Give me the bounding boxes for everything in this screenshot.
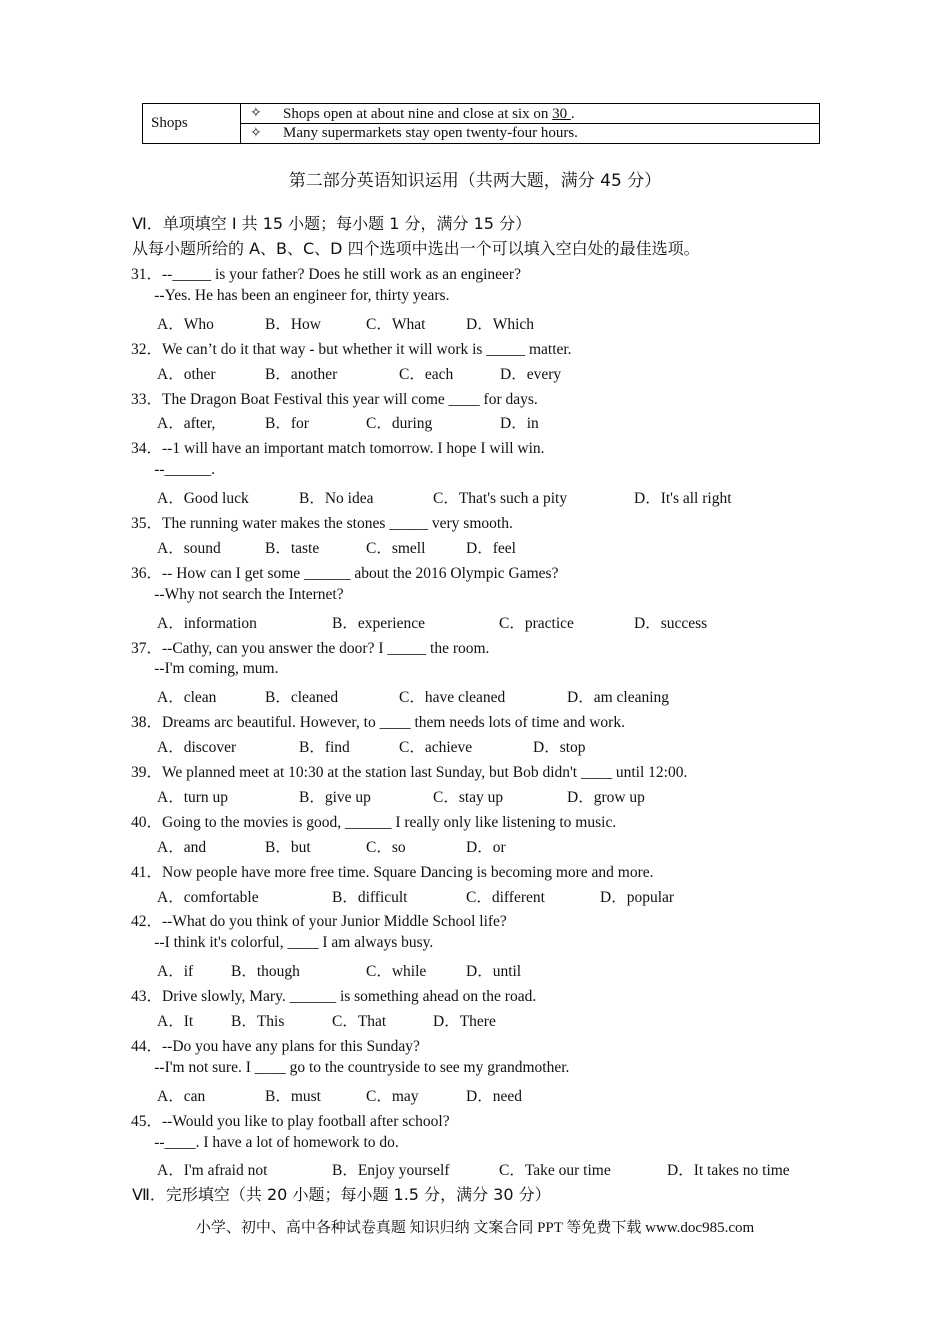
answer-option: C．each bbox=[399, 365, 454, 383]
question-stem: 39．We planned meet at 10:30 at the station last Sunday, but Bob didn't ____ until 12:00. bbox=[131, 764, 688, 781]
question-stem: 44．--Do you have any plans for this Sunday? bbox=[131, 1037, 420, 1055]
answer-option: B．but bbox=[265, 838, 311, 856]
answer-option: B．give up bbox=[299, 788, 371, 806]
answer-option: A．can bbox=[157, 1087, 206, 1105]
answer-option: B．find bbox=[299, 739, 350, 757]
answer-option: C．may bbox=[366, 1087, 419, 1105]
answer-option: B．difficult bbox=[332, 888, 408, 906]
dialogue-line: --Why not search the Internet? bbox=[131, 585, 344, 603]
answer-option: D．Which bbox=[466, 315, 535, 333]
answer-option: D．There bbox=[433, 1013, 496, 1030]
dialogue-line: --______. bbox=[131, 461, 215, 479]
answer-option: D．or bbox=[466, 838, 506, 856]
dialogue-line: --Yes. He has been an engineer for, thirty years. bbox=[131, 286, 450, 304]
answer-option: A．discover bbox=[157, 739, 237, 757]
answer-option: D．am cleaning bbox=[567, 689, 670, 707]
answer-option: A．I'm afraid not bbox=[157, 1162, 268, 1180]
answer-option: D．need bbox=[466, 1087, 522, 1105]
diamond-bullet-icon: ✧ bbox=[250, 126, 262, 141]
answer-option: D．every bbox=[500, 365, 562, 383]
answer-option: A．turn up bbox=[157, 788, 229, 806]
answer-option: C．during bbox=[366, 415, 433, 433]
table-row-text bbox=[283, 104, 575, 124]
answer-option: B．experience bbox=[332, 614, 425, 632]
table-category-cell: Shops bbox=[143, 104, 241, 143]
answer-option: A．It bbox=[157, 1013, 194, 1030]
question-stem: 34．--1 will have an important match tomorrow. I hope I will win. bbox=[131, 440, 545, 458]
answer-option: A．information bbox=[157, 614, 257, 632]
answer-option: A．Who bbox=[157, 315, 214, 333]
answer-option: D．popular bbox=[600, 888, 675, 906]
answer-option: A．Good luck bbox=[157, 490, 249, 508]
dialogue-line: --I think it's colorful, ____ I am always busy. bbox=[131, 934, 434, 952]
row-text-end: . bbox=[570, 106, 575, 122]
answer-option: C．Take our time bbox=[499, 1162, 611, 1180]
question-stem: 35．The running water makes the stones _____ very smooth. bbox=[131, 515, 513, 532]
answer-option: C．achieve bbox=[399, 739, 473, 757]
dialogue-line: --I'm not sure. I ____ go to the countryside to see my grandmother. bbox=[131, 1058, 570, 1076]
answer-option: B．for bbox=[265, 415, 309, 433]
shops-table bbox=[142, 103, 820, 144]
question-stem: 33．The Dragon Boat Festival this year will come ____ for days. bbox=[131, 390, 538, 408]
table-row-text: Many supermarkets stay open twenty-four hours. bbox=[283, 125, 578, 141]
question-stem: 37．--Cathy, can you answer the door? I _____ the room. bbox=[131, 639, 490, 657]
dialogue-line: --____. I have a lot of homework to do. bbox=[131, 1133, 399, 1151]
answer-option: B．cleaned bbox=[265, 689, 339, 707]
answer-option: C．so bbox=[366, 838, 406, 856]
answer-blank-30: 30 bbox=[552, 106, 571, 122]
question-stem: 40．Going to the movies is good, ______ I really only like listening to music. bbox=[131, 813, 617, 831]
answer-option: C．That bbox=[332, 1013, 387, 1030]
dialogue-line: --I'm coming, mum. bbox=[131, 660, 279, 678]
part-title: 第二部分英语知识运用（共两大题，满分 45 分） bbox=[288, 171, 662, 191]
answer-option: A．sound bbox=[157, 539, 221, 557]
section-heading: Ⅵ．单项填空 I 共 15 小题；每小题 1 分，满分 15 分） bbox=[132, 214, 532, 233]
answer-option: D．grow up bbox=[567, 788, 645, 806]
question-stem: 31．--_____ is your father? Does he still work as an engineer? bbox=[131, 266, 521, 283]
table-row bbox=[241, 104, 819, 124]
section-heading: Ⅶ．完形填空（共 20 小题；每小题 1.5 分，满分 30 分） bbox=[132, 1185, 551, 1204]
table-row bbox=[241, 124, 819, 143]
answer-option: C．practice bbox=[499, 614, 574, 632]
answer-option: B．How bbox=[265, 315, 321, 333]
section-instruction: 从每小题所给的 A、B、C、D 四个选项中选出一个可以填入空白处的最佳选项。 bbox=[132, 239, 700, 258]
question-stem: 42．--What do you think of your Junior Middle School life? bbox=[131, 913, 507, 931]
answer-option: A．other bbox=[157, 365, 216, 383]
question-stem: 36．-- How can I get some ______ about the 2016 Olympic Games? bbox=[131, 564, 559, 582]
answer-option: A．clean bbox=[157, 689, 217, 707]
answer-option: C．stay up bbox=[433, 788, 504, 806]
question-stem: 43．Drive slowly, Mary. ______ is something ahead on the road. bbox=[131, 988, 537, 1006]
answer-option: B．taste bbox=[265, 539, 320, 557]
answer-option: D．in bbox=[500, 415, 539, 433]
answer-option: C．different bbox=[466, 888, 545, 906]
answer-option: B．No idea bbox=[299, 490, 374, 508]
answer-option: D．feel bbox=[466, 539, 516, 557]
answer-option: D．It takes no time bbox=[667, 1162, 790, 1180]
answer-option: A．and bbox=[157, 838, 207, 856]
answer-option: D．until bbox=[466, 963, 522, 981]
answer-option: B．another bbox=[265, 365, 338, 383]
answer-option: B．must bbox=[265, 1087, 321, 1105]
answer-option: C．have cleaned bbox=[399, 689, 506, 707]
answer-option: A．if bbox=[157, 963, 194, 981]
answer-option: C．while bbox=[366, 963, 427, 981]
question-stem: 45．--Would you like to play football after school? bbox=[131, 1112, 450, 1130]
question-stem: 41．Now people have more free time. Square Dancing is becoming more and more. bbox=[131, 863, 654, 881]
answer-option: A．after, bbox=[157, 415, 216, 433]
answer-option: C．smell bbox=[366, 539, 426, 557]
answer-option: C．What bbox=[366, 315, 426, 333]
question-stem: 32．We can’t do it that way - but whether it will work is _____ matter. bbox=[131, 340, 572, 358]
question-stem: 38．Dreams arc beautiful. However, to ____ them needs lots of time and work. bbox=[131, 714, 625, 732]
row-text-start: Shops open at about nine and close at six on bbox=[283, 106, 553, 122]
answer-option: B．Enjoy yourself bbox=[332, 1162, 450, 1180]
answer-option: D．stop bbox=[533, 739, 586, 757]
answer-option: A．comfortable bbox=[157, 888, 259, 906]
answer-option: D．success bbox=[634, 614, 708, 632]
answer-option: C．That's such a pity bbox=[433, 490, 568, 508]
page-footer: 小学、初中、高中各种试卷真题 知识归纳 文案合同 PPT 等免费下载 www.doc985.com bbox=[195, 1220, 755, 1236]
diamond-bullet-icon: ✧ bbox=[250, 106, 262, 121]
answer-option: D．It's all right bbox=[634, 490, 732, 508]
answer-option: B．This bbox=[231, 1013, 285, 1030]
answer-option: B．though bbox=[231, 963, 300, 981]
